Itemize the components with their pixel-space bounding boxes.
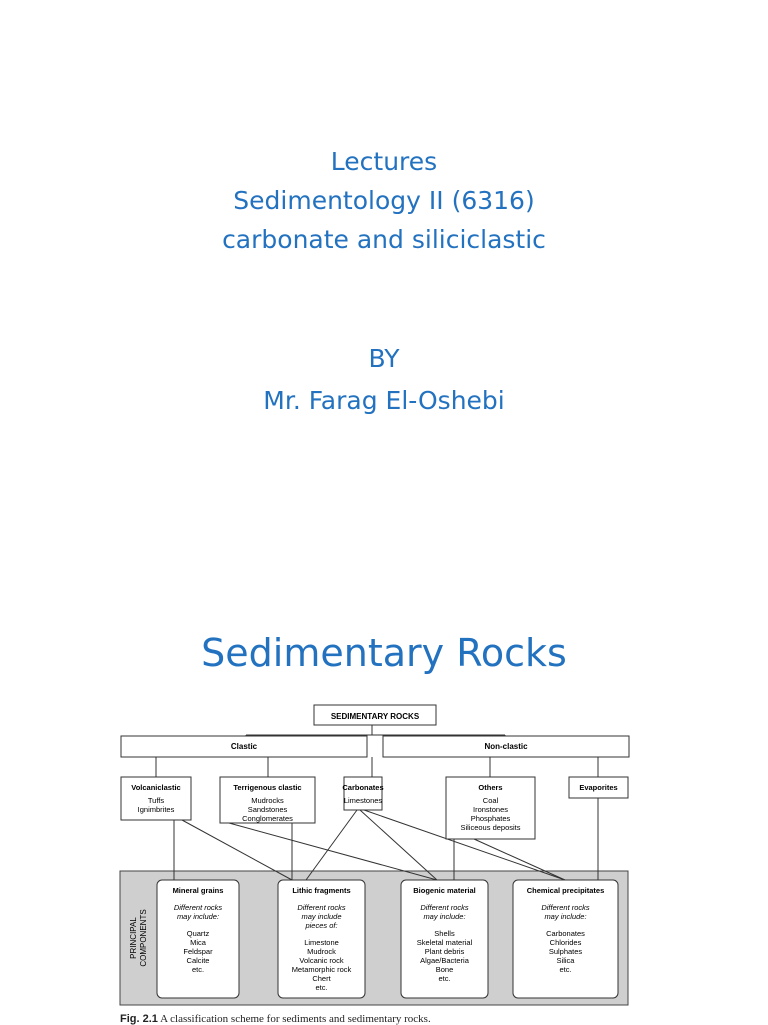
category-example: Tuffs [147,796,165,805]
category-example: Siliceous deposits [460,823,521,832]
component-item: Plant debris [424,947,465,956]
category-box [220,777,315,823]
category-title: Volcaniclastic [131,783,181,792]
category-example: Conglomerates [242,814,293,823]
side-label-line1: PRINCIPAL [129,917,138,959]
component-item: etc. [315,983,328,992]
non-clastic-label: Non-clastic [484,742,528,751]
component-item: Chlorides [549,938,582,947]
component-note: Different rocks [297,903,346,912]
component-box [513,880,618,998]
component-item: Mudrock [307,947,336,956]
lectures-heading: Lectures [330,147,438,176]
category-example: Ironstones [472,805,509,814]
category-boxes [121,777,628,839]
component-item: Bone [435,965,454,974]
by-label: BY [368,344,400,373]
root-label: SEDIMENTARY ROCKS [330,712,420,721]
component-item: etc. [438,974,451,983]
author-name: Mr. Farag El-Oshebi [263,386,505,415]
component-box [278,880,365,998]
clastic-label: Clastic [230,742,258,751]
component-note: may include: [423,912,466,921]
component-box [401,880,488,998]
component-title: Mineral grains [172,886,224,895]
section-title: Sedimentary Rocks [201,631,567,675]
category-box [121,777,191,820]
category-box [342,777,383,810]
category-example: Mudrocks [251,796,284,805]
side-label-line2: COMPONENTS [139,909,148,967]
component-item: Volcanic rock [299,956,344,965]
component-item: Metamorphic rock [291,965,352,974]
component-item: Limestone [304,938,339,947]
category-example: Coal [482,796,499,805]
component-item: Feldspar [183,947,213,956]
component-item: Mica [190,938,206,947]
component-item: Shells [434,929,455,938]
principal-components-label [129,909,148,966]
component-note: may include: [176,912,220,921]
category-title: Carbonates [342,783,384,792]
component-note: may include: [544,912,587,921]
figure-number: Fig. 2.1 [120,1013,158,1025]
component-title: Biogenic material [413,886,476,895]
category-title: Terrigenous clastic [233,783,302,792]
component-box [157,880,239,998]
component-note: pieces of: [305,921,338,930]
course-subtitle: carbonate and siliciclastic [222,225,546,254]
component-item: Calcite [186,956,210,965]
component-item: etc. [559,965,572,974]
component-note: Different rocks [541,903,590,912]
component-item: Algae/Bacteria [420,956,469,965]
component-note: Different rocks [420,903,469,912]
component-item: Chert [312,974,331,983]
category-example: Phosphates [470,814,511,823]
course-name: Sedimentology II (6316) [233,186,535,215]
category-frame [344,777,382,810]
component-item: Sulphates [548,947,583,956]
component-item: etc. [191,965,205,974]
component-item: Skeletal material [416,938,473,947]
category-example: Sandstones [247,805,288,814]
category-box [446,777,535,839]
component-note: Different rocks [173,903,223,912]
category-title: Evaporites [579,783,618,792]
figure-caption-text: A classification scheme for sediments and sedimentary rocks. [160,1013,431,1025]
component-note: may include [301,912,342,921]
category-title: Others [478,783,503,792]
category-example: Ignimbrites [137,805,175,814]
component-title: Lithic fragments [292,886,351,895]
category-box [569,777,628,798]
category-example: Limestones [343,796,383,805]
component-title: Chemical precipitates [526,886,605,895]
component-item: Quartz [186,929,210,938]
component-item: Carbonates [546,929,585,938]
figure-caption [120,1013,431,1025]
component-item: Silica [556,956,575,965]
